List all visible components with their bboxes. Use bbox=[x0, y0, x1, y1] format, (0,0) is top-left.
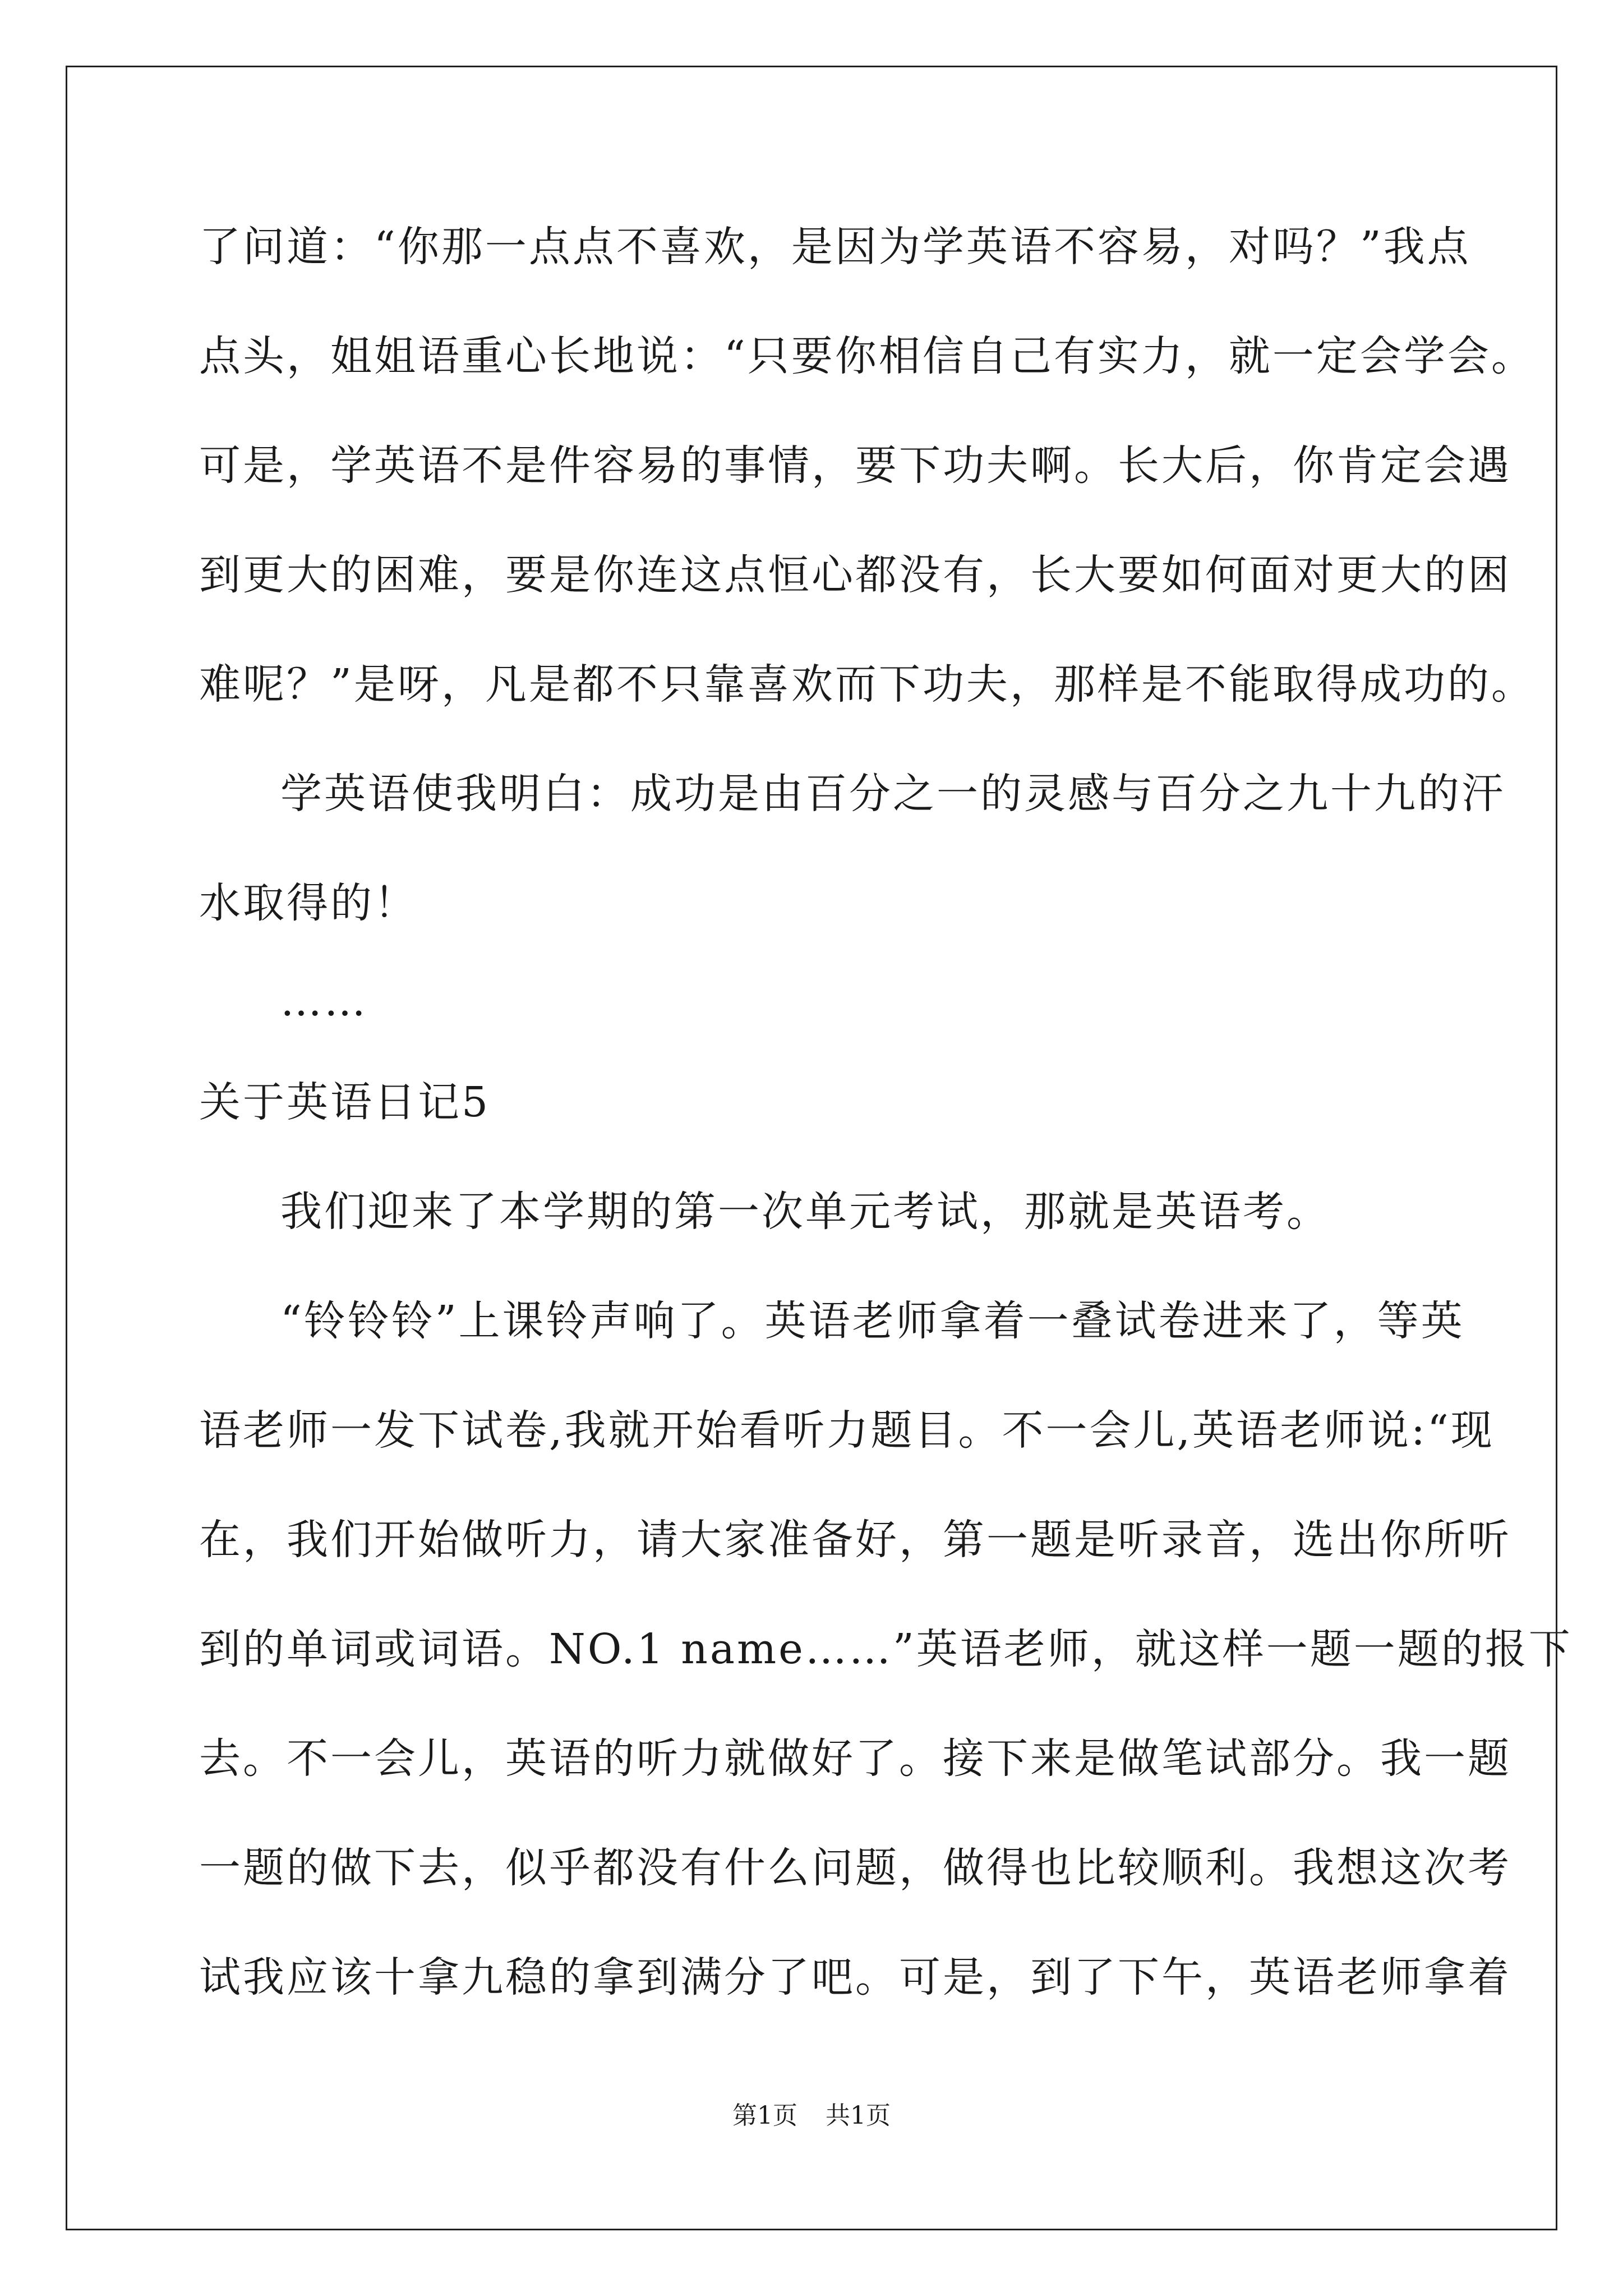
text-line: 可是，学英语不是件容易的事情，要下功夫啊。长大后，你肯定会遇 bbox=[199, 441, 1511, 490]
text-line: 我们迎来了本学期的第一次单元考试，那就是英语考。 bbox=[280, 1188, 1330, 1236]
text-line: 在，我们开始做听力，请大家准备好，第一题是听录音，选出你所听 bbox=[199, 1516, 1511, 1564]
text-line: “铃铃铃”上课铃声响了。英语老师拿着一叠试卷进来了，等英 bbox=[280, 1297, 1465, 1345]
text-line: 难呢？”是呀，凡是都不只靠喜欢而下功夫，那样是不能取得成功的。 bbox=[199, 660, 1535, 708]
section-heading: 关于英语日记5 bbox=[199, 1078, 491, 1126]
text-line: 点头，姐姐语重心长地说：“只要你相信自己有实力，就一定会学会。 bbox=[199, 332, 1535, 380]
page-footer bbox=[0, 2099, 1623, 2133]
text-line: 到的单词或词语。NO.1 name……”英语老师，就这样一题一题的报下 bbox=[199, 1625, 1573, 1673]
page-total: 共1页 bbox=[826, 2101, 891, 2130]
text-line: 学英语使我明白：成功是由百分之一的灵感与百分之九十九的汗 bbox=[280, 770, 1505, 818]
page-number: 第1页 bbox=[732, 2101, 797, 2130]
text-line: 了问道：“你那一点点不喜欢，是因为学英语不容易，对吗？”我点 bbox=[199, 223, 1471, 271]
page-border bbox=[66, 66, 1557, 2230]
text-line: 到更大的困难，要是你连这点恒心都没有，长大要如何面对更大的困 bbox=[199, 551, 1511, 599]
text-line: 水取得的！ bbox=[199, 879, 418, 927]
text-line: 试我应该十拿九稳的拿到满分了吧。可是，到了下午，英语老师拿着 bbox=[199, 1953, 1511, 2001]
text-line: 去。不一会儿，英语的听力就做好了。接下来是做笔试部分。我一题 bbox=[199, 1734, 1511, 1783]
text-line: 语老师一发下试卷,我就开始看听力题目。不一会儿,英语老师说:“现 bbox=[199, 1406, 1495, 1455]
text-line: 一题的做下去，似乎都没有什么问题，做得也比较顺利。我想这次考 bbox=[199, 1844, 1511, 1892]
ellipsis-line: …… bbox=[280, 977, 368, 1025]
